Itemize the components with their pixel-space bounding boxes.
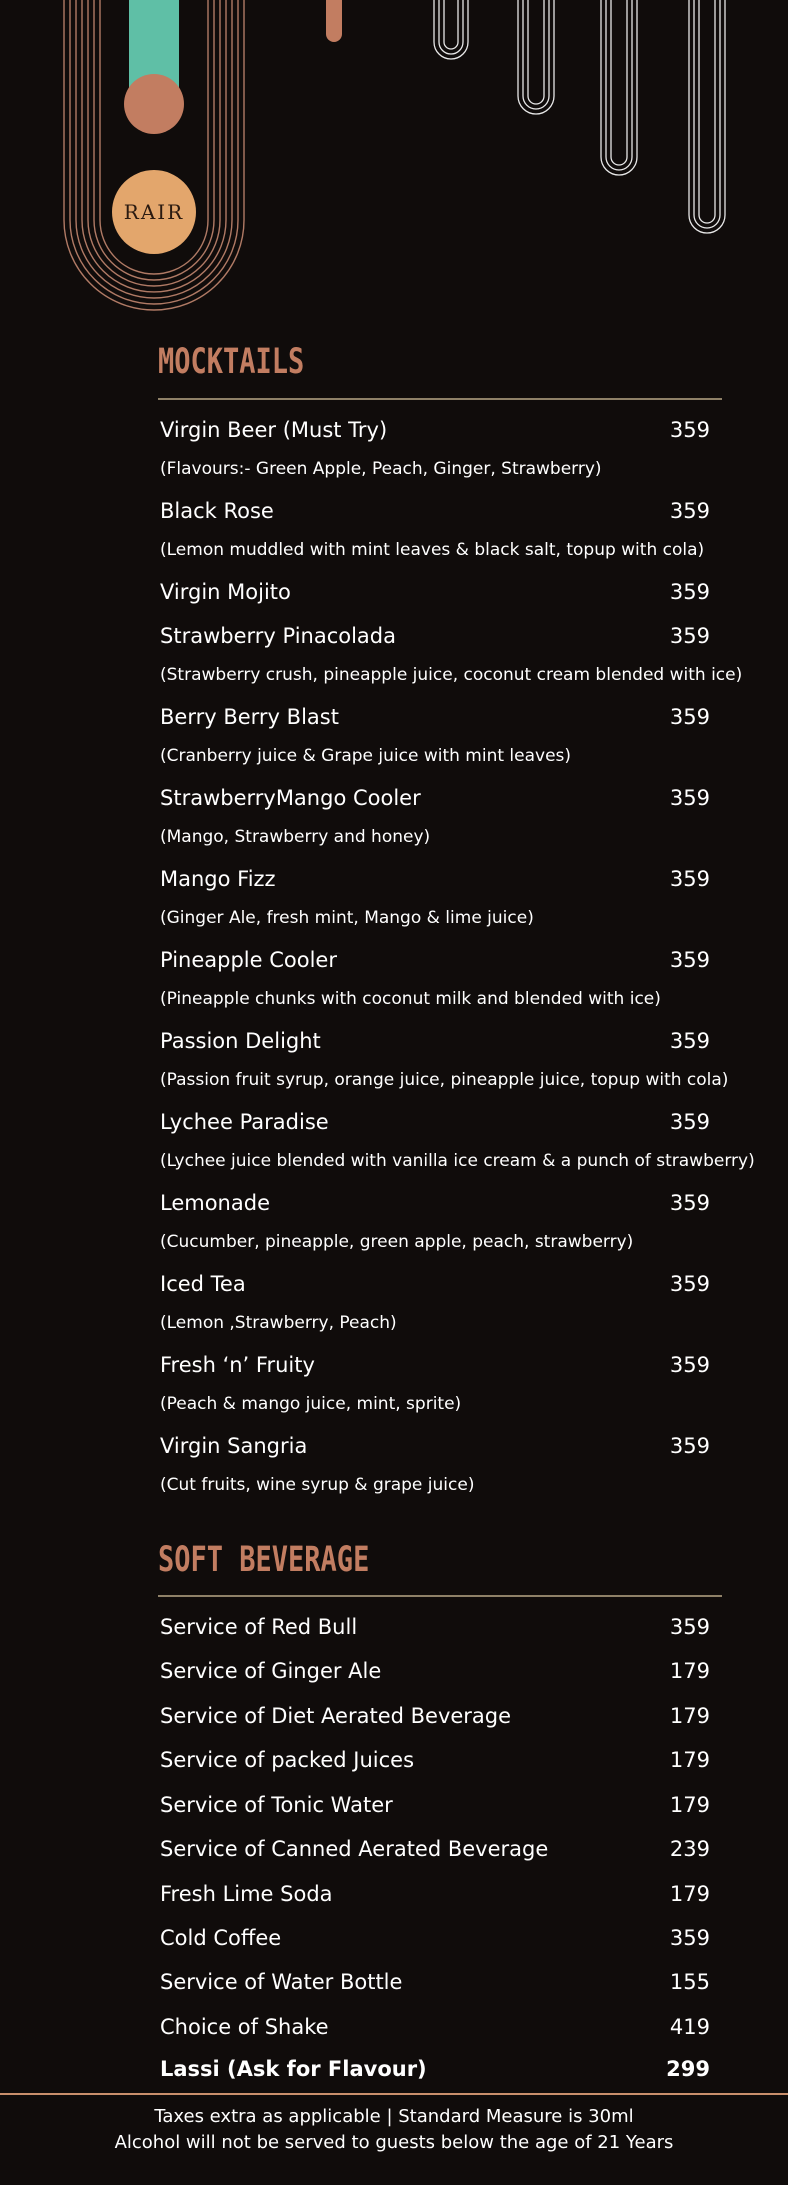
item-price: 359 [669,948,710,972]
item-name: Pineapple Cooler [160,948,337,972]
item-name: Berry Berry Blast [160,705,339,729]
item-price: 359 [669,867,710,891]
item-name: Choice of Shake [160,2015,329,2039]
item-price: 179 [669,1748,710,1772]
item-description: (Peach & mango juice, mint, sprite) [160,1394,462,1414]
item-price: 359 [669,1191,710,1215]
item-price: 359 [669,705,710,729]
item-description: (Cranberry juice & Grape juice with mint leaves) [160,746,572,766]
item-description: (Lemon muddled with mint leaves & black salt, topup with cola) [160,540,705,560]
item-description: (Cut fruits, wine syrup & grape juice) [160,1475,475,1495]
item-name: Lemonade [160,1191,270,1215]
item-name: Cold Coffee [160,1926,282,1950]
item-price: 299 [666,2057,710,2081]
item-price: 359 [669,580,710,604]
item-description: (Mango, Strawberry and honey) [160,827,431,847]
item-price: 239 [669,1837,710,1861]
item-name: Lychee Paradise [160,1110,329,1134]
item-description: (Lychee juice blended with vanilla ice cream & a punch of strawberry) [160,1151,755,1171]
item-price: 359 [669,499,710,523]
item-description: (Pineapple chunks with coconut milk and blended with ice) [160,989,661,1009]
item-price: 359 [669,1615,710,1639]
item-name: Service of packed Juices [160,1748,415,1772]
item-price: 359 [669,1029,710,1053]
decorative-arches [0,0,788,320]
item-price: 419 [669,2015,710,2039]
item-name: Iced Tea [160,1272,246,1296]
item-description: (Strawberry crush, pineapple juice, coconut cream blended with ice) [160,665,743,685]
item-price: 179 [669,1793,710,1817]
section-title-soft-beverage: SOFT BEVERAGE [158,1540,370,1581]
item-price: 359 [669,1926,710,1950]
item-price: 359 [669,786,710,810]
item-name: Lassi (Ask for Flavour) [160,2057,427,2081]
item-name: Strawberry Pinacolada [160,624,397,648]
item-name: Service of Water Bottle [160,1970,403,1994]
item-price: 359 [669,418,710,442]
item-description: (Ginger Ale, fresh mint, Mango & lime juice) [160,908,534,928]
item-name: StrawberryMango Cooler [160,786,421,810]
item-price: 179 [669,1882,710,1906]
item-price: 359 [669,624,710,648]
item-name: Mango Fizz [160,867,276,891]
item-name: Service of Red Bull [160,1615,358,1639]
item-name: Virgin Sangria [160,1434,308,1458]
brand-logo: RAIR [123,200,185,224]
item-price: 155 [669,1970,710,1994]
item-description: (Lemon ,Strawberry, Peach) [160,1313,397,1333]
item-price: 359 [669,1110,710,1134]
item-name: Passion Delight [160,1029,321,1053]
item-name: Service of Tonic Water [160,1793,393,1817]
section-title-mocktails: MOCKTAILS [158,342,305,383]
item-price: 359 [669,1353,710,1377]
item-name: Service of Ginger Ale [160,1659,382,1683]
item-price: 359 [669,1434,710,1458]
item-name: Fresh ‘n’ Fruity [160,1353,315,1377]
item-name: Service of Canned Aerated Beverage [160,1837,549,1861]
footer-age-note: Alcohol will not be served to guests below the age of 21 Years [114,2132,674,2153]
item-name: Virgin Mojito [160,580,291,604]
footer-divider [0,2093,788,2095]
item-description: (Flavours:- Green Apple, Peach, Ginger, Strawberry) [160,459,602,479]
item-description: (Passion fruit syrup, orange juice, pineapple juice, topup with cola) [160,1070,729,1090]
item-price: 179 [669,1704,710,1728]
item-price: 179 [669,1659,710,1683]
item-name: Virgin Beer (Must Try) [160,418,388,442]
item-name: Service of Diet Aerated Beverage [160,1704,512,1728]
section-divider [158,1595,722,1597]
item-description: (Cucumber, pineapple, green apple, peach, strawberry) [160,1232,634,1252]
section-divider [158,398,722,400]
footer-tax-note: Taxes extra as applicable | Standard Measure is 30ml [154,2106,634,2127]
item-name: Black Rose [160,499,274,523]
item-price: 359 [669,1272,710,1296]
item-name: Fresh Lime Soda [160,1882,333,1906]
